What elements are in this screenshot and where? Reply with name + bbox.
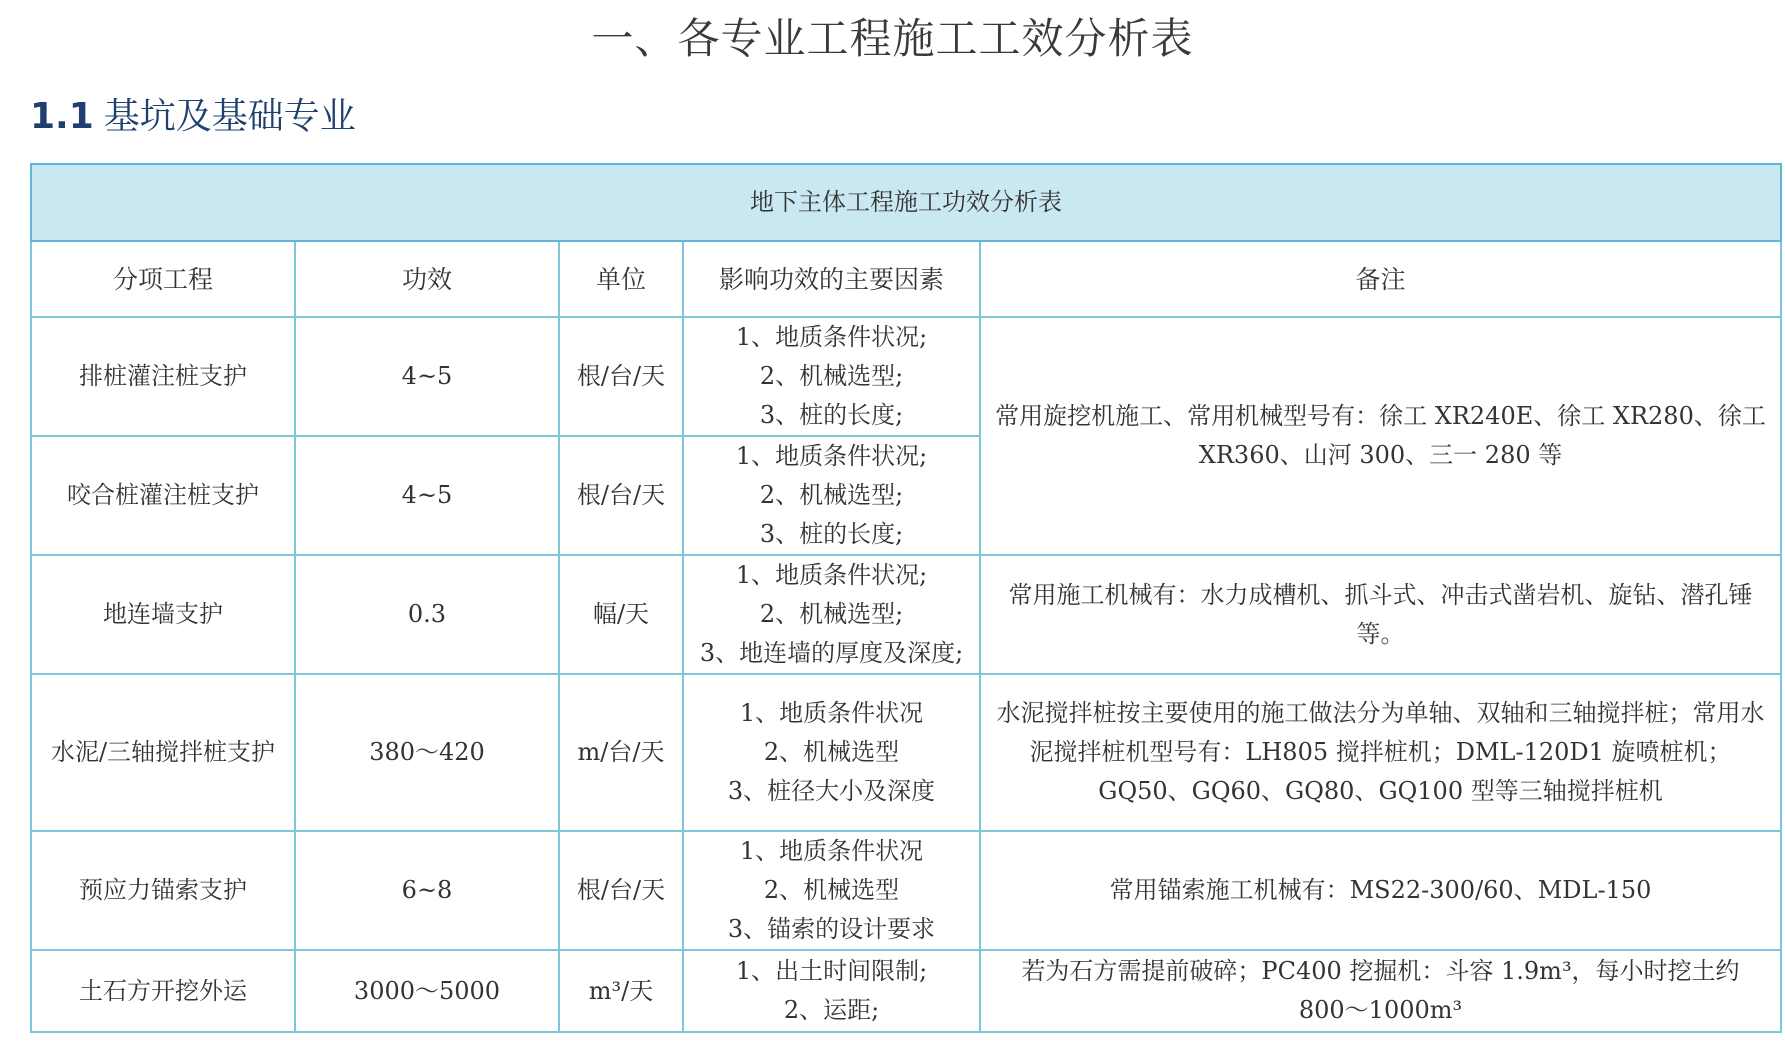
factors-cell <box>683 317 980 436</box>
remark-cell: 水泥搅拌桩按主要使用的施工做法分为单轴、双轴和三轴搅拌桩；常用水泥搅拌桩机型号有：LH805 搅拌桩机；DML-120D1 旋喷桩机；GQ50、GQ60、GQ80、GQ100 型等三轴搅拌桩机 <box>980 674 1781 831</box>
table-row <box>31 555 1781 674</box>
remark-cell: 常用施工机械有：水力成槽机、抓斗式、冲击式凿岩机、旋钻、潜孔锤等。 <box>980 555 1781 674</box>
efficiency-cell: 4~5 <box>295 436 559 555</box>
remark-cell: 若为石方需提前破碎；PC400 挖掘机：斗容 1.9m³，每小时挖土约 800～1000m³ <box>980 950 1781 1032</box>
unit-cell: 根/台/天 <box>559 436 683 555</box>
factors-cell <box>683 831 980 950</box>
factor-line: 2、机械选型; <box>759 481 904 509</box>
item-cell: 咬合桩灌注桩支护 <box>31 436 295 555</box>
unit-cell: 根/台/天 <box>559 317 683 436</box>
unit-cell: m/台/天 <box>559 674 683 831</box>
factor-line: 1、地质条件状况; <box>735 323 928 351</box>
efficiency-table-container <box>30 163 1780 1033</box>
factors-cell <box>683 674 980 831</box>
header-unit: 单位 <box>559 241 683 317</box>
efficiency-table <box>30 163 1782 1033</box>
factors-cell <box>683 436 980 555</box>
factor-line: 3、桩径大小及深度 <box>727 777 936 805</box>
factor-line: 2、机械选型 <box>763 738 900 766</box>
efficiency-cell: 380～420 <box>295 674 559 831</box>
unit-cell: m³/天 <box>559 950 683 1032</box>
factor-line: 3、地连墙的厚度及深度; <box>699 639 964 667</box>
header-item: 分项工程 <box>31 241 295 317</box>
remark-cell: 常用锚索施工机械有：MS22-300/60、MDL-150 <box>980 831 1781 950</box>
factor-line: 1、地质条件状况 <box>739 837 924 865</box>
factor-line: 1、出土时间限制; <box>735 957 928 985</box>
item-cell: 地连墙支护 <box>31 555 295 674</box>
table-row <box>31 950 1781 1032</box>
factors-cell <box>683 950 980 1032</box>
section-title: 基坑及基础专业 <box>103 96 356 137</box>
efficiency-cell: 3000～5000 <box>295 950 559 1032</box>
factor-line: 2、机械选型 <box>763 876 900 904</box>
efficiency-cell: 4~5 <box>295 317 559 436</box>
header-efficiency: 功效 <box>295 241 559 317</box>
item-cell: 预应力锚索支护 <box>31 831 295 950</box>
factor-line: 2、机械选型; <box>759 600 904 628</box>
item-cell: 排桩灌注桩支护 <box>31 317 295 436</box>
unit-cell: 幅/天 <box>559 555 683 674</box>
factor-line: 1、地质条件状况; <box>735 442 928 470</box>
table-row <box>31 831 1781 950</box>
table-row <box>31 674 1781 831</box>
remark-cell: 常用旋挖机施工、常用机械型号有：徐工 XR240E、徐工 XR280、徐工 XR360、山河 300、三一 280 等 <box>980 317 1781 555</box>
factor-line: 3、桩的长度; <box>759 520 904 548</box>
item-cell: 水泥/三轴搅拌桩支护 <box>31 674 295 831</box>
unit-cell: 根/台/天 <box>559 831 683 950</box>
efficiency-cell: 0.3 <box>295 555 559 674</box>
factor-line: 3、锚索的设计要求 <box>727 915 936 943</box>
section-heading <box>30 88 356 139</box>
table-caption: 地下主体工程施工功效分析表 <box>31 164 1781 241</box>
item-cell: 土石方开挖外运 <box>31 950 295 1032</box>
factors-cell <box>683 555 980 674</box>
header-factors: 影响功效的主要因素 <box>683 241 980 317</box>
factor-line: 2、运距; <box>783 996 880 1024</box>
table-row <box>31 317 1781 436</box>
factor-line: 1、地质条件状况; <box>735 561 928 589</box>
header-remark: 备注 <box>980 241 1781 317</box>
factor-line: 3、桩的长度; <box>759 401 904 429</box>
table-header-row <box>31 241 1781 317</box>
factor-line: 1、地质条件状况 <box>739 699 924 727</box>
efficiency-cell: 6~8 <box>295 831 559 950</box>
section-number: 1.1 <box>30 96 94 137</box>
factor-line: 2、机械选型; <box>759 362 904 390</box>
page-title: 一、各专业工程施工工效分析表 <box>591 14 1194 63</box>
